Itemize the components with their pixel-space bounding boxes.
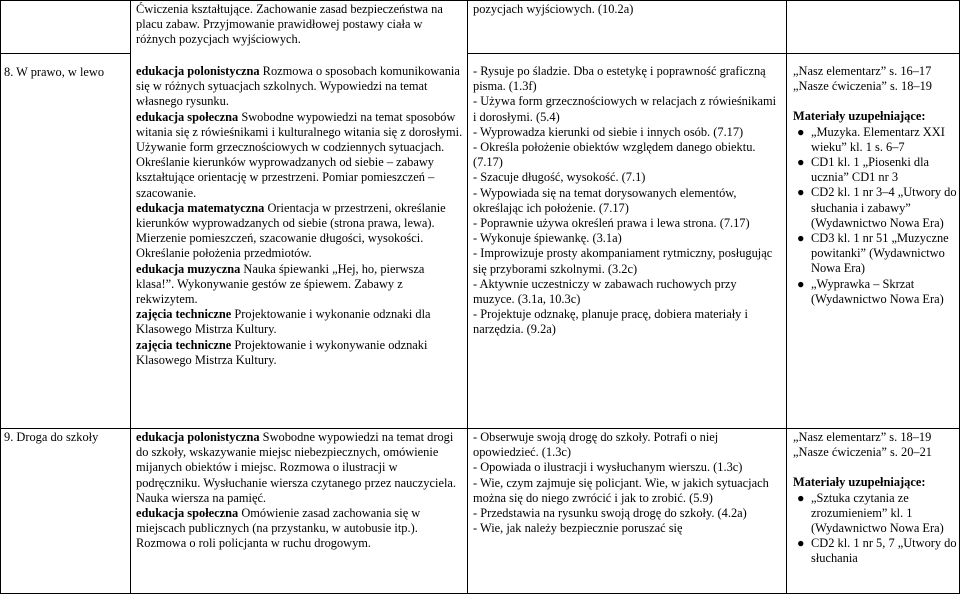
row8-activities <box>136 64 464 368</box>
row9-activity-2 <box>136 506 464 552</box>
row9-title: 9. Droga do szkoły <box>4 430 99 444</box>
row8-activity-2 <box>136 110 464 201</box>
prev-row-text: Ćwiczenia kształtujące. Zachowanie zasad bezpieczeństwa na placu zabaw. Przyjmowanie prawidłowej postawy ciała w różnych pozycjach wyjściowych. <box>136 2 443 47</box>
bullet-icon: ● <box>797 155 805 170</box>
activity-text: Swobodne wypowiedzi na temat drogi do szkoły, wskazywanie miejsc niebezpiecznych, omówienie mijanych obiektów i miejsc. Rozmowa o ilustracji w podręczniku. Wysłuchanie wiersza czytanego przez nauczyciela. Nauka wiersza na pamięć. <box>136 430 456 505</box>
row8-outcome: - Aktywnie uczestniczy w zabawach ruchowych przy muzyce. (3.1a, 10.3c) <box>473 276 737 307</box>
row8-activity-5 <box>136 307 464 337</box>
row9-outcome: - Obserwuje swoją drogę do szkoły. Potrafi o niej opowiedzieć. (1.3c) <box>473 430 719 460</box>
row8-outcome: - Rysuje po śladzie. Dba o estetykę i poprawność graficzną pisma. (1.3f) <box>473 64 766 94</box>
activity-text: Swobodne wypowiedzi na temat sposobów witania się z rówieśnikami i kulturalnego witania się z dorosłymi. Używanie form grzecznościowych w codziennych sytuacjach. Określanie kierunków wyprowadzanych od siebie – zabawy kształtujące orientację w przestrzeni. Pomiar pomieszczeń – szacowanie. <box>136 109 463 200</box>
table-border-top <box>0 0 960 1</box>
activity-text: Orientacja w przestrzeni, określanie kierunków wyprowadzanych od siebie (strona prawa, lewa). Mierzenie pomieszczeń, szacowanie długości, wysokości. Określanie położenia przedmiotów. <box>136 200 446 261</box>
subject-label: zajęcia techniczne <box>136 307 232 322</box>
row8-outcomes <box>473 64 781 338</box>
textbook-ref: „Nasz elementarz” s. 16–17 <box>793 64 932 78</box>
spacer <box>793 94 957 109</box>
bullet-icon: ● <box>797 490 805 505</box>
row9-materials <box>793 430 957 567</box>
row9-outcome: - Wie, jak należy bezpiecznie poruszać się <box>473 521 683 536</box>
row8-activity-1 <box>136 64 464 110</box>
col-border-2 <box>467 0 468 594</box>
materials-item: ● CD2 kl. 1 nr 3–4 „Utwory do słuchania i zabawy” (Wydawnictwo Nowa Era) <box>797 185 957 230</box>
row8-outcome: - Improwizuje prosty akompaniament rytmiczny, posługując się przyborami szkolnymi. (3.2c) <box>473 246 773 276</box>
materials-item: ● „Wyprawka – Skrzat (Wydawnictwo Nowa Era) <box>797 276 944 306</box>
activity-text: Projektowanie i wykonanie odznaki dla Klasowego Mistrza Kultury. <box>136 307 431 337</box>
prev-row-outcomes <box>473 2 781 17</box>
spacer <box>793 460 957 475</box>
subject-label: zajęcia techniczne <box>136 337 232 352</box>
bullet-icon: ● <box>797 124 805 139</box>
row9-outcomes <box>473 430 781 536</box>
materials-item: ● CD1 kl. 1 „Piosenki dla ucznia” CD1 nr 3 <box>797 155 930 185</box>
materials-item: ● „Sztuka czytania ze zrozumieniem” kl. 1 (Wydawnictwo Nowa Era) <box>797 490 944 536</box>
col-border-1 <box>130 0 131 594</box>
row8-outcome: - Szacuje długość, wysokość. (7.1) <box>473 170 646 185</box>
workbook-ref: „Nasze ćwiczenia” s. 18–19 <box>793 79 932 94</box>
materials-heading: Materiały uzupełniające: <box>793 475 926 490</box>
row8-topic <box>4 65 126 80</box>
subject-label: edukacja polonistyczna <box>136 430 260 444</box>
bullet-icon: ● <box>797 276 805 291</box>
row8-outcome: - Wyprowadza kierunki od siebie i innych osób. (7.17) <box>473 124 744 139</box>
col-border-left <box>0 0 1 594</box>
prev-row-outcome: pozycjach wyjściowych. (10.2a) <box>473 2 634 16</box>
row9-activities <box>136 430 464 552</box>
materials-item: ● „Muzyka. Elementarz XXI wieku” kl. 1 s. 6–7 <box>797 124 945 154</box>
row9-outcome: - Przedstawia na rysunku swoją drogę do szkoły. (4.2a) <box>473 506 747 521</box>
row8-title: 8. W prawo, w lewo <box>4 65 105 79</box>
row8-outcome: - Poprawnie używa określeń prawa i lewa strona. (7.17) <box>473 216 750 231</box>
row9-outcome: - Wie, czym zajmuje się policjant. Wie, w jakich sytuacjach można się do niego zwrócić i jak to zrobić. (5.9) <box>473 475 769 505</box>
materials-item: ● CD3 kl. 1 nr 51 „Muzyczne powitanki” (Wydawnictwo Nowa Era) <box>797 231 949 276</box>
materials-heading: Materiały uzupełniające: <box>793 109 926 124</box>
subject-label: edukacja polonistyczna <box>136 64 260 78</box>
row8-activity-6 <box>136 338 464 368</box>
workbook-ref: „Nasze ćwiczenia” s. 20–21 <box>793 445 932 460</box>
materials-list <box>793 125 957 307</box>
textbook-ref: „Nasz elementarz” s. 18–19 <box>793 430 932 444</box>
materials-item: ● CD2 kl. 1 nr 5, 7 „Utwory do słuchania <box>797 536 957 566</box>
col-border-3 <box>786 0 787 594</box>
bullet-icon: ● <box>797 231 805 246</box>
activity-text: Omówienie zasad zachowania się w miejscach publicznych (na przystanku, w autobusie itp.). Rozmowa o roli policjanta w ruchu drogowym. <box>136 506 421 551</box>
row8-materials <box>793 64 957 307</box>
row8-outcome: - Wykonuje śpiewankę. (3.1a) <box>473 231 622 246</box>
row9-topic <box>4 430 126 445</box>
row9-activity-1 <box>136 430 464 506</box>
bullet-icon: ● <box>797 185 805 200</box>
materials-list <box>793 491 957 567</box>
activity-text: Projektowanie i wykonywanie odznaki Klasowego Mistrza Kultury. <box>136 337 428 367</box>
subject-label: edukacja muzyczna <box>136 261 241 276</box>
row-separator-col1 <box>0 53 130 54</box>
row8-outcome: - Projektuje odznakę, planuje pracę, dobiera materiały i narzędzia. (9.2a) <box>473 307 748 337</box>
subject-label: edukacja społeczna <box>136 109 239 124</box>
bullet-icon: ● <box>797 536 805 551</box>
prev-row-activities <box>136 2 464 48</box>
subject-label: edukacja społeczna <box>136 506 239 521</box>
activity-text: Rozmowa o sposobach komunikowania się w różnych sytuacjach szkolnych. Wypowiedzi na temat własnego rysunku. <box>136 64 460 109</box>
row8-outcome: - Używa form grzecznościowych w relacjach z rówieśnikami i dorosłymi. (5.4) <box>473 94 777 124</box>
row8-outcome: - Wypowiada się na temat dorysowanych elementów, określając ich położenie. (7.17) <box>473 185 737 215</box>
row8-outcome: - Określa położenie obiektów względem danego obiektu. (7.17) <box>473 140 756 170</box>
subject-label: edukacja matematyczna <box>136 200 265 215</box>
row-separator-9 <box>0 428 960 429</box>
row-separator-col34 <box>467 53 960 54</box>
row8-activity-3 <box>136 201 464 262</box>
activity-text: Nauka śpiewanki „Hej, ho, pierwsza klasa!”. Wykonywanie gestów ze śpiewem. Zabawy z rekwizytem. <box>136 261 425 307</box>
row8-activity-4 <box>136 262 464 308</box>
row9-outcome: - Opowiada o ilustracji i wysłuchanym wierszu. (1.3c) <box>473 460 743 475</box>
